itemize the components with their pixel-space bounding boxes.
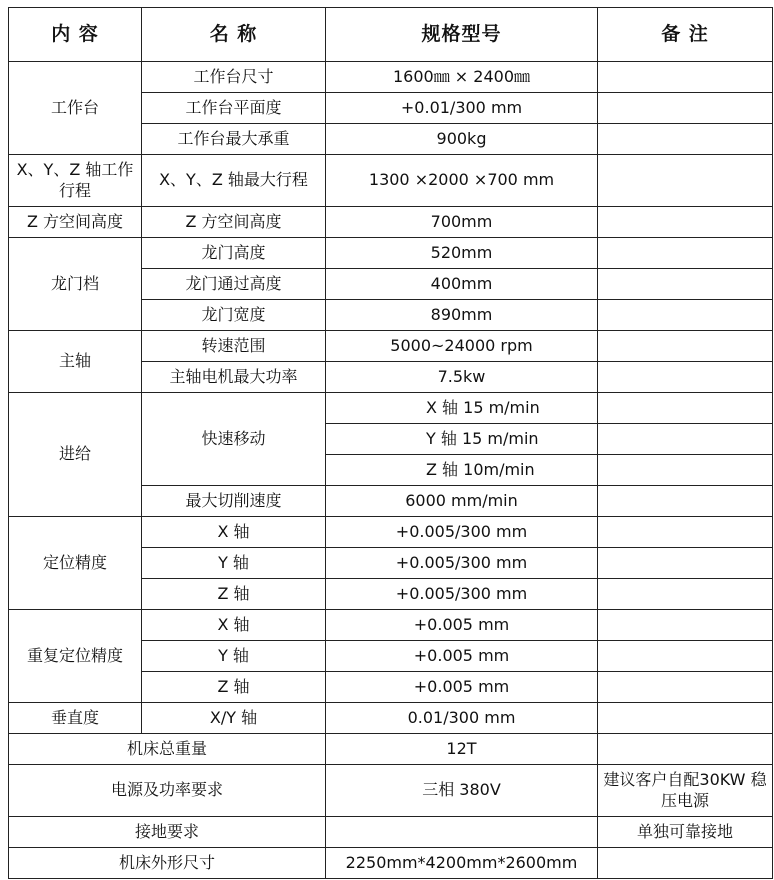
note-cell [598, 517, 773, 548]
spec-cell: 7.5kw [326, 362, 598, 393]
group-cell: 龙门档 [9, 238, 142, 331]
name-cell: X 轴 [142, 610, 326, 641]
spec-cell: 1300 ×2000 ×700 mm [326, 155, 598, 207]
note-cell [598, 155, 773, 207]
name-cell: 龙门宽度 [142, 300, 326, 331]
name-cell: Z 轴 [142, 579, 326, 610]
name-cell: X、Y、Z 轴最大行程 [142, 155, 326, 207]
note-cell [598, 207, 773, 238]
spec-cell: 1600㎜ × 2400㎜ [326, 62, 598, 93]
spec-table [8, 7, 773, 879]
table-row [9, 393, 773, 424]
table-row [9, 207, 773, 238]
spec-cell: 2250mm*4200mm*2600mm [326, 848, 598, 879]
name-cell: Z 轴 [142, 672, 326, 703]
spec-cell: 6000 mm/min [326, 486, 598, 517]
header-note: 备 注 [598, 8, 773, 62]
note-cell [598, 610, 773, 641]
spec-cell: 0.01/300 mm [326, 703, 598, 734]
label-cell: 电源及功率要求 [9, 765, 326, 817]
header-spec: 规格型号 [326, 8, 598, 62]
spec-cell: Z 轴 10m/min [326, 455, 598, 486]
header-content: 内 容 [9, 8, 142, 62]
spec-cell: +0.005 mm [326, 610, 598, 641]
table-row [9, 238, 773, 269]
name-cell: Z 方空间高度 [142, 207, 326, 238]
name-cell: 龙门高度 [142, 238, 326, 269]
table-row [9, 734, 773, 765]
spec-cell: 5000~24000 rpm [326, 331, 598, 362]
name-cell: 最大切削速度 [142, 486, 326, 517]
group-cell: 定位精度 [9, 517, 142, 610]
note-cell: 建议客户自配30KW 稳压电源 [598, 765, 773, 817]
name-cell: 转速范围 [142, 331, 326, 362]
header-row [9, 8, 773, 62]
note-cell [598, 486, 773, 517]
note-cell [598, 124, 773, 155]
table-row [9, 703, 773, 734]
note-cell [598, 848, 773, 879]
name-cell: 工作台最大承重 [142, 124, 326, 155]
note-cell [598, 362, 773, 393]
name-cell: X/Y 轴 [142, 703, 326, 734]
spec-cell: 12T [326, 734, 598, 765]
spec-cell: 三相 380V [326, 765, 598, 817]
spec-cell: 900kg [326, 124, 598, 155]
note-cell [598, 579, 773, 610]
name-cell: 快速移动 [142, 393, 326, 486]
spec-cell: +0.005/300 mm [326, 548, 598, 579]
table-row [9, 517, 773, 548]
table-row [9, 62, 773, 93]
group-cell: X、Y、Z 轴工作行程 [9, 155, 142, 207]
note-cell [598, 734, 773, 765]
note-cell [598, 641, 773, 672]
spec-cell: +0.005 mm [326, 672, 598, 703]
note-cell [598, 455, 773, 486]
name-cell: Y 轴 [142, 548, 326, 579]
note-cell [598, 703, 773, 734]
spec-cell: +0.005/300 mm [326, 579, 598, 610]
note-cell: 单独可靠接地 [598, 817, 773, 848]
group-cell: 重复定位精度 [9, 610, 142, 703]
table-row [9, 610, 773, 641]
spec-cell [326, 817, 598, 848]
note-cell [598, 62, 773, 93]
name-cell: 主轴电机最大功率 [142, 362, 326, 393]
note-cell [598, 331, 773, 362]
table-row [9, 848, 773, 879]
name-cell: 龙门通过高度 [142, 269, 326, 300]
group-cell: 进给 [9, 393, 142, 517]
spec-cell: 890mm [326, 300, 598, 331]
note-cell [598, 300, 773, 331]
name-cell: 工作台尺寸 [142, 62, 326, 93]
note-cell [598, 548, 773, 579]
table-row [9, 765, 773, 817]
note-cell [598, 269, 773, 300]
group-cell: 主轴 [9, 331, 142, 393]
note-cell [598, 238, 773, 269]
group-cell: 垂直度 [9, 703, 142, 734]
note-cell [598, 424, 773, 455]
table-row [9, 155, 773, 207]
spec-cell: +0.01/300 mm [326, 93, 598, 124]
group-cell: 工作台 [9, 62, 142, 155]
group-cell: Z 方空间高度 [9, 207, 142, 238]
label-cell: 机床外形尺寸 [9, 848, 326, 879]
name-cell: X 轴 [142, 517, 326, 548]
spec-cell: Y 轴 15 m/min [326, 424, 598, 455]
note-cell [598, 672, 773, 703]
header-name: 名 称 [142, 8, 326, 62]
table-row [9, 331, 773, 362]
spec-cell: X 轴 15 m/min [326, 393, 598, 424]
table-row [9, 817, 773, 848]
spec-cell: 400mm [326, 269, 598, 300]
spec-cell: 700mm [326, 207, 598, 238]
name-cell: Y 轴 [142, 641, 326, 672]
name-cell: 工作台平面度 [142, 93, 326, 124]
label-cell: 机床总重量 [9, 734, 326, 765]
note-cell [598, 93, 773, 124]
note-cell [598, 393, 773, 424]
spec-cell: +0.005/300 mm [326, 517, 598, 548]
label-cell: 接地要求 [9, 817, 326, 848]
spec-cell: 520mm [326, 238, 598, 269]
spec-cell: +0.005 mm [326, 641, 598, 672]
